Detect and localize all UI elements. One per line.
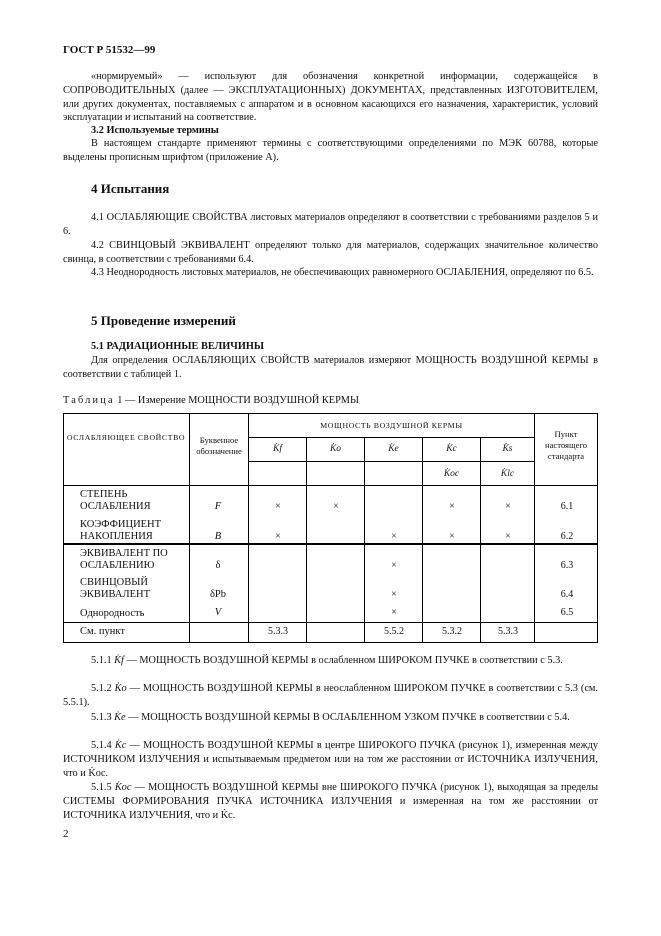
row-label: СВИНЦОВЫЙ ЭКВИВАЛЕНТ [80, 577, 150, 600]
page-number: 2 [63, 828, 69, 840]
definition-text: — МОЩНОСТЬ ВОЗДУШНОЙ КЕРМЫ в центре ШИРОКОГО ПУЧКА (рисунок 1), измеренная между ИСТОЧНИКОМ ИЗЛУЧЕНИЯ и испытываемым предметом или на том же расстоянии от ИСТОЧНИКА ИЗЛУЧЕНИЯ, что и K̇oc. [63, 740, 598, 779]
footer-ref: 5.3.2 [442, 626, 462, 637]
section-4-heading: 4 Испытания [91, 181, 170, 196]
row-mark: × [391, 607, 397, 618]
row-mark: × [505, 501, 511, 512]
row-clause: 6.2 [560, 531, 574, 542]
section-5-1-text: Для определения ОСЛАБЛЯЮЩИХ СВОЙСТВ материалов измеряют МОЩНОСТЬ ВОЗДУШНОЙ КЕРМЫ в соответствии с таблицей 1. [63, 355, 598, 380]
row-mark: × [391, 589, 397, 600]
row-clause: 6.4 [560, 589, 574, 600]
row-mark: × [333, 501, 339, 512]
k-sub-s: K̇lc [500, 469, 515, 479]
row-mark: × [275, 501, 281, 512]
footer-ref: 5.3.3 [498, 626, 518, 637]
definition-number: 5.1.3 [91, 712, 112, 723]
section-3-2-text: В настоящем стандарте применяют термины с соответствующими определениями по МЭК 60788, которые выделены прописным шрифтом (приложение А). [63, 138, 598, 163]
footer-ref: 5.3.3 [268, 626, 288, 637]
row-mark: × [449, 531, 455, 542]
clause-4-3: 4.3 Неоднородность листовых материалов, не обеспечивающих равномерного ОСЛАБЛЕНИЯ, определяют по 6.5. [91, 267, 594, 278]
row-symbol: δPb [209, 589, 227, 600]
definition-text: — МОЩНОСТЬ ВОЗДУШНОЙ КЕРМЫ В ОСЛАБЛЕННОМ УЗКОМ ПУЧКЕ в соответствии с 5.4. [128, 712, 570, 723]
k-col-o: K̇o [329, 444, 342, 454]
row-symbol: δ [215, 560, 221, 571]
row-label: КОЭФФИЦИЕНТ НАКОПЛЕНИЯ [80, 519, 162, 542]
row-symbol: B [214, 531, 222, 542]
section-5-1-heading: 5.1 РАДИАЦИОННЫЕ ВЕЛИЧИНЫ [91, 341, 264, 352]
head-power: МОЩНОСТЬ ВОЗДУШНОЙ КЕРМЫ [320, 421, 463, 430]
row-mark: × [391, 531, 397, 542]
row-mark: × [391, 560, 397, 571]
intro-paragraph: «нормируемый» — используют для обозначения конкретной информации, содержащейся в СОПРОВОДИТЕЛЬНЫХ (далее — ЭКСПЛУАТАЦИОННЫХ) ДОКУМЕНТАХ, представленных ИЗГОТОВИТЕЛЕМ, или других документах, поставляемых с аппаратом и в основном касающихся его назначения, характеристик, условий эксплуатации и испытаний на соответствие. [63, 71, 598, 124]
definition-symbol: K̇c [114, 740, 127, 751]
table-caption-word: Таблица [63, 395, 115, 406]
definition-symbol: K̇o [114, 683, 127, 694]
section-5-heading: 5 Проведение измерений [91, 313, 236, 328]
clause-4-1: 4.1 ОСЛАБЛЯЮЩИЕ СВОЙСТВА листовых материалов определяют в соответствии с требованиями разделов 5 и 6. [63, 212, 598, 237]
row-symbol: V [214, 607, 222, 618]
definition-5-1-4 [63, 739, 598, 780]
k-sub-c: K̇oc [443, 469, 460, 479]
row-clause: 6.3 [560, 560, 574, 571]
row-label: Однородность [80, 608, 145, 619]
row-mark: × [505, 531, 511, 542]
row-label: СТЕПЕНЬ ОСЛАБЛЕНИЯ [80, 489, 151, 512]
head-property: ОСЛАБЛЯЮЩЕЕ СВОЙСТВО [66, 433, 186, 442]
document-header: ГОСТ Р 51532—99 [63, 44, 156, 56]
definition-5-1-2 [63, 682, 598, 710]
k-col-s: K̇s [502, 444, 513, 454]
definition-number: 5.1.4 [91, 740, 112, 751]
kerma-table [63, 413, 598, 643]
row-symbol: F [214, 501, 222, 512]
definition-symbol: K̇f [114, 655, 124, 666]
definition-number: 5.1.5 [91, 782, 112, 793]
definition-text: — МОЩНОСТЬ ВОЗДУШНОЙ КЕРМЫ вне ШИРОКОГО ПУЧКА (рисунок 1), выходящая за пределы СИСТЕМЫ ФОРМИРОВАНИЯ ПУЧКА ИСТОЧНИКА ИЗЛУЧЕНИЯ и измеренная на том же расстоянии от ИСТОЧНИКА ИЗЛУЧЕНИЯ, что и K̇c. [63, 782, 598, 821]
k-col-f: K̇f [273, 444, 282, 454]
k-col-c: K̇c [446, 444, 457, 454]
row-mark: × [275, 531, 281, 542]
definition-text: — МОЩНОСТЬ ВОЗДУШНОЙ КЕРМЫ в неослабленном ШИРОКОМ ПУЧКЕ в соответствии с 5.3 (см. 5.5.1). [63, 683, 598, 708]
definition-number: 5.1.1 [91, 655, 112, 666]
footer-ref: 5.5.2 [384, 626, 404, 637]
definition-symbol: K̇oc [114, 782, 132, 793]
definition-text: — МОЩНОСТЬ ВОЗДУШНОЙ КЕРМЫ в ослабленном ШИРОКОМ ПУЧКЕ в соответствии с 5.3. [126, 655, 563, 666]
footer-label: См. пункт [80, 626, 125, 637]
row-clause: 6.1 [560, 501, 574, 512]
table-caption-title: 1 — Измерение МОЩНОСТИ ВОЗДУШНОЙ КЕРМЫ [117, 395, 359, 406]
definition-5-1-5 [63, 781, 598, 822]
section-3-2-heading: 3.2 Используемые термины [91, 125, 219, 136]
definition-5-1-3 [63, 711, 598, 725]
head-symbol: Буквенное обозначение [196, 435, 242, 456]
table-caption [63, 395, 359, 406]
definition-5-1-1 [63, 654, 598, 668]
row-clause: 6.5 [560, 607, 574, 618]
clause-4-2: 4.2 СВИНЦОВЫЙ ЭКВИВАЛЕНТ определяют только для материалов, содержащих значительное количество свинца, в соответствии с требованиями 6.4. [63, 240, 598, 265]
head-clause: Пункт настоящего стандарта [545, 429, 587, 461]
k-col-e: K̇e [388, 444, 399, 454]
definition-symbol: K̇e [114, 712, 126, 723]
definition-number: 5.1.2 [91, 683, 112, 694]
row-mark: × [449, 501, 455, 512]
row-label: ЭКВИВАЛЕНТ ПО ОСЛАБЛЕНИЮ [80, 548, 168, 571]
